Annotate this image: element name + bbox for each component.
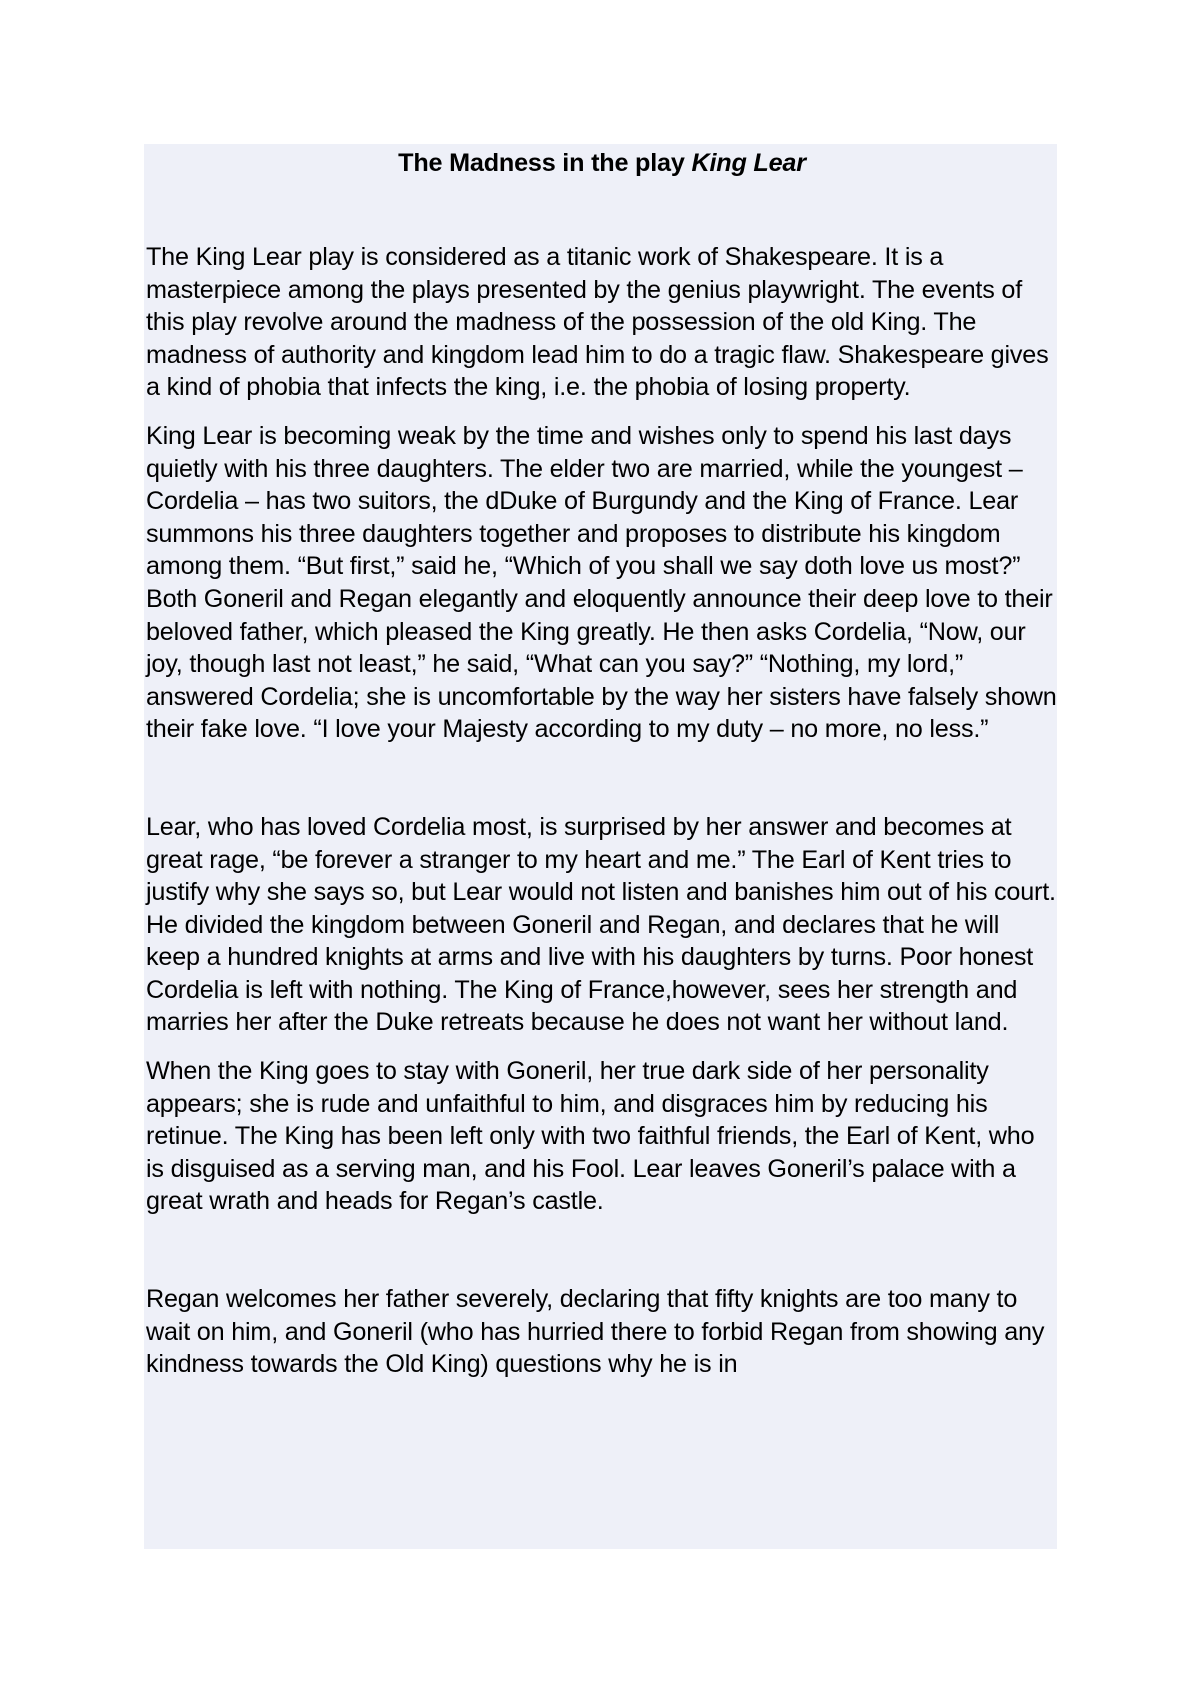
blank-line — [146, 1218, 1058, 1283]
paragraph-banishment: Lear, who has loved Cordelia most, is surprised by her answer and becomes at great rage, “be forever a stranger to my heart and me.” The Earl of Kent tries to justify why she says so, but Lear would not listen and banishes him out of his court. He divided the kingdom between Goneril and Regan, and declares that he will keep a hundred knights at arms and live with his daughters by turns. Poor honest Cordelia is left with nothing. The King of France,however, sees her strength and marries her after the Duke retreats because he does not want her without land. — [146, 812, 1056, 1037]
paragraph-intro: The King Lear play is considered as a titanic work of Shakespeare. It is a masterpiece among the plays presented by the genius playwright. The events of this play revolve around the madness of the possession of the old King. The madness of authority and kingdom lead him to do a tragic flaw. Shakespeare gives a kind of phobia that infects the king, i.e. the phobia of losing property. — [146, 243, 1049, 402]
blank-line — [146, 746, 1058, 811]
title-main: The Madness in the play — [398, 149, 692, 177]
title-work: King Lear — [691, 149, 806, 177]
document-title — [146, 144, 1058, 241]
document-body — [146, 144, 1058, 1381]
paragraph-regan: Regan welcomes her father severely, declaring that fifty knights are too many to wait on him, and Goneril (who has hurried there to forbid Regan from showing any kindness towards the Old King) questions why he is in — [146, 1285, 1045, 1379]
paragraph-division: King Lear is becoming weak by the time and wishes only to spend his last days quietly with his three daughters. The elder two are married, while the youngest – Cordelia – has two suitors, the dDuke of Burgundy and the King of France. Lear summons his three daughters together and proposes to distribute his kingdom among them. “But first,” said he, “Which of you shall we say doth love us most?” Both Goneril and Regan elegantly and eloquently announce their deep love to their beloved father, which pleased the King greatly. He then asks Cordelia, “Now, our joy, though last not least,” he said, “What can you say?” “Nothing, my lord,” answered Cordelia; she is uncomfortable by the way her sisters have falsely shown their fake love. “I love your Majesty according to my duty – no more, no less.” — [146, 421, 1057, 744]
paragraph-spacer — [146, 1039, 1058, 1055]
paragraph-spacer — [146, 404, 1058, 420]
paragraph-goneril: When the King goes to stay with Goneril, her true dark side of her personality appears; she is rude and unfaithful to him, and disgraces him by reducing his retinue. The King has been left only with two faithful friends, the Earl of Kent, who is disguised as a serving man, and his Fool. Lear leaves Goneril’s palace with a great wrath and heads for Regan’s castle. — [146, 1057, 1035, 1216]
